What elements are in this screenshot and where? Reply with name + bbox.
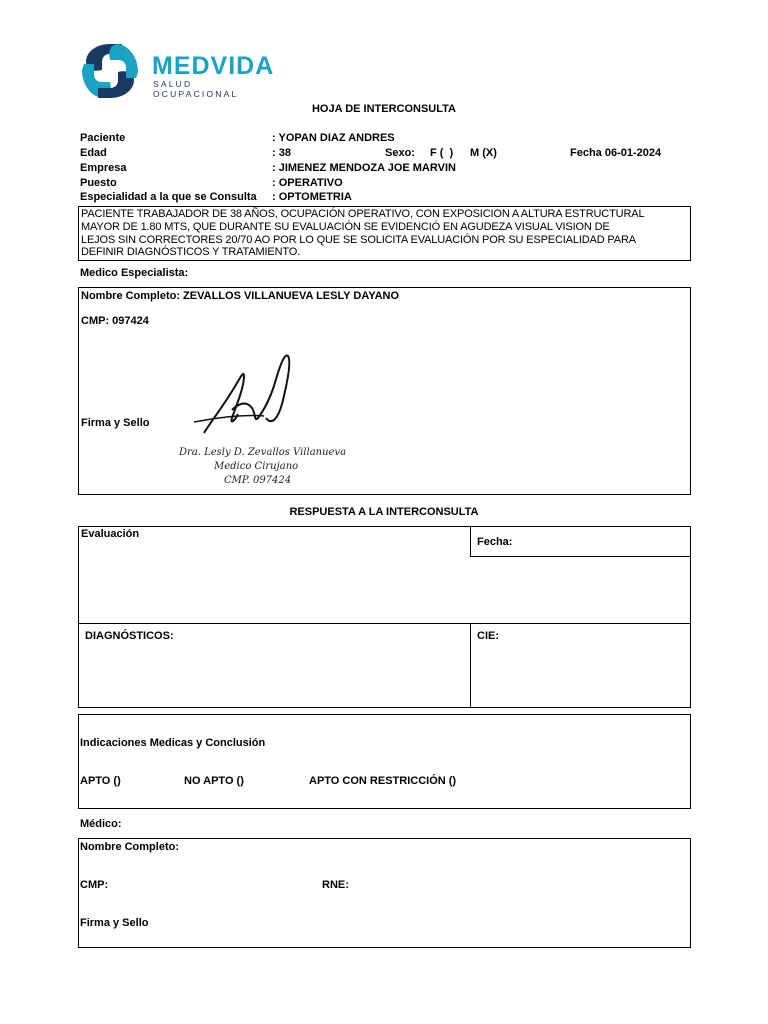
- especialidad-label: Especialidad a la que se Consulta: [80, 191, 257, 203]
- especialidad-value: : OPTOMETRIA: [272, 191, 352, 203]
- stamp-line-3: CMP. 097424: [224, 475, 292, 486]
- especialista-cmp: CMP: 097424: [81, 315, 149, 327]
- medico-cmp-label: CMP:: [80, 879, 109, 891]
- apto-option[interactable]: APTO (): [80, 775, 121, 787]
- motivo-box: [78, 206, 691, 261]
- empresa-value: : JIMENEZ MENDOZA JOE MARVIN: [272, 162, 456, 174]
- sexo-m: M (X): [470, 147, 497, 159]
- diagnosticos-label: DIAGNÓSTICOS:: [85, 630, 174, 642]
- indicaciones-box: [78, 714, 691, 809]
- sexo-f: F ( ): [430, 147, 454, 159]
- especialista-heading: Medico Especialista:: [80, 267, 189, 279]
- evaluacion-label: Evaluación: [81, 528, 140, 540]
- motivo-line-3: LEJOS SIN CORRECTORES 20/70 AO POR LO QUE SE SOLICITA EVALUACIÓN POR SU ESPECIALIDAD PARA: [81, 234, 636, 246]
- no-apto-option[interactable]: NO APTO (): [184, 775, 244, 787]
- page-title: HOJA DE INTERCONSULTA: [311, 103, 457, 115]
- paciente-label: Paciente: [80, 132, 126, 144]
- apto-restriccion-option[interactable]: APTO CON RESTRICCIÓN (): [309, 775, 457, 787]
- indicaciones-label: Indicaciones Medicas y Conclusión: [80, 737, 266, 749]
- respuesta-heading: RESPUESTA A LA INTERCONSULTA: [289, 506, 479, 518]
- motivo-line-4: DEFINIR DIAGNÓSTICOS Y TRATAMIENTO.: [81, 246, 301, 258]
- respuesta-fecha-label: Fecha:: [477, 536, 513, 548]
- edad-value: : 38: [272, 147, 291, 159]
- edad-label: Edad: [80, 147, 107, 159]
- puesto-label: Puesto: [80, 177, 117, 189]
- cie-cell: [470, 623, 691, 707]
- brand-tagline: SALUD OCUPACIONAL: [153, 79, 239, 99]
- medico-rne-label: RNE:: [322, 879, 349, 891]
- sexo-label: Sexo:: [385, 147, 415, 159]
- cie-label: CIE:: [477, 630, 499, 642]
- medico-nombre-label: Nombre Completo:: [80, 841, 179, 853]
- medico-heading: Médico:: [80, 818, 122, 830]
- puesto-value: : OPERATIVO: [272, 177, 343, 189]
- empresa-label: Empresa: [80, 162, 127, 174]
- medico-box: [78, 838, 691, 948]
- fecha-cell: [470, 527, 691, 557]
- motivo-line-1: PACIENTE TRABAJADOR DE 38 AÑOS, OCUPACIÓN OPERATIVO, CON EXPOSICION A ALTURA ESTRUCTURAL: [81, 208, 645, 220]
- fecha-consulta: Fecha 06-01-2024: [570, 147, 662, 159]
- stamp-line-1: Dra. Lesly D. Zevallos Villanueva: [179, 447, 347, 458]
- evaluacion-box: [78, 526, 691, 708]
- especialista-firma-label: Firma y Sello: [81, 417, 150, 429]
- especialista-nombre: Nombre Completo: ZEVALLOS VILLANUEVA LESLY DAYANO: [81, 290, 400, 302]
- paciente-value: : YOPAN DIAZ ANDRES: [272, 132, 395, 144]
- logo: [78, 40, 278, 102]
- brand-name: MEDVIDA: [152, 52, 275, 80]
- signature-image: [174, 348, 354, 438]
- medvida-logo-icon: [78, 40, 142, 102]
- especialista-box: [78, 287, 691, 495]
- stamp-line-2: Medico Cirujano: [214, 461, 299, 472]
- medico-firma-label: Firma y Sello: [80, 917, 149, 929]
- motivo-line-2: MAYOR DE 1.80 MTS, QUE DURANTE SU EVALUACIÓN SE EVIDENCIÓ EN AGUDEZA VISUAL VISION DE: [81, 221, 610, 233]
